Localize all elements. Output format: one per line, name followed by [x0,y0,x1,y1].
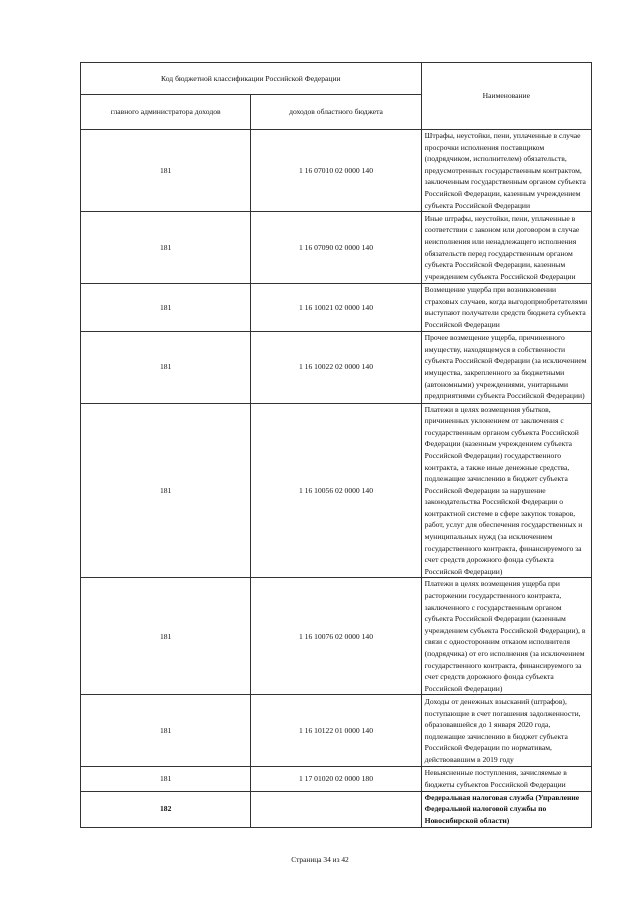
income-code-cell: 1 17 01020 02 0000 180 [251,767,421,791]
name-cell: Возмещение ущерба при возникновении страховых случаев, когда выгодоприобретателями выступают получатели средств бюджета субъекта Российской Федерации [421,284,591,331]
income-code-cell: 1 16 10022 02 0000 140 [251,331,421,403]
name-cell: Штрафы, неустойки, пени, уплаченные в случае просрочки исполнения поставщиком (подрядчиком, исполнителем) обязательств, предусмотренных государственным контрактом, заключенным государственным органом субъекта Российской Федерации, казенным учреждением субъекта Российской Федерации [421,130,591,212]
table-row [81,791,592,827]
admin-code-cell: 181 [81,695,251,767]
admin-code-cell: 182 [81,791,251,827]
admin-code-cell: 181 [81,331,251,403]
table-row [81,331,592,403]
table-body [81,130,592,828]
admin-code-cell: 181 [81,284,251,331]
income-code-cell: 1 16 10056 02 0000 140 [251,403,421,578]
header-income: доходов областного бюджета [251,95,421,130]
name-cell: Прочее возмещение ущерба, причиненного имуществу, находящемуся в собственности субъекта Российской Федерации (за исключением имущества, закрепленного за бюджетными (автономными) учреждениями, унитарными предприятиями субъекта Российской Федерации) [421,331,591,403]
name-cell: Невыясненные поступления, зачисляемые в бюджеты субъектов Российской Федерации [421,767,591,791]
table-row [81,212,592,284]
income-code-cell [251,791,421,827]
table-row [81,403,592,578]
name-cell: Доходы от денежных взысканий (штрафов), поступающие в счет погашения задолженности, образовавшейся до 1 января 2020 года, подлежащие зачислению в бюджет субъекта Российской Федерации по нормативам, действовавшим в 2019 году [421,695,591,767]
table-row [81,284,592,331]
income-code-cell: 1 16 07090 02 0000 140 [251,212,421,284]
admin-code-cell: 181 [81,403,251,578]
income-code-cell: 1 16 07010 02 0000 140 [251,130,421,212]
budget-classification-table [80,62,592,828]
admin-code-cell: 181 [81,767,251,791]
admin-code-cell: 181 [81,212,251,284]
admin-code-cell: 181 [81,578,251,695]
name-cell: Платежи в целях возмещения убытков, причиненных уклонением от заключения с государственным органом субъекта Российской Федерации (казенным учреждением субъекта Российской Федерации) государственного контракта, а также иные денежные средства, подлежащие зачислению в бюджет субъекта Российской Федерации за нарушение законодательства Российской Федерации о контрактной системе в сфере закупок товаров, работ, услуг для обеспечения государственных и муниципальных нужд (за исключением государственного контракта, финансируемого за счет средств дорожного фонда субъекта Российской Федерации) [421,403,591,578]
table-row [81,695,592,767]
income-code-cell: 1 16 10021 02 0000 140 [251,284,421,331]
income-code-cell: 1 16 10076 02 0000 140 [251,578,421,695]
header-group-title: Код бюджетной классификации Российской Федерации [81,63,422,95]
header-name: Наименование [421,63,591,130]
table-row [81,767,592,791]
name-cell: Иные штрафы, неустойки, пени, уплаченные в соответствии с законом или договором в случае неисполнения или ненадлежащего исполнения обязательств перед государственным органом субъекта Российской Федерации, казенным учреждением субъекта Российской Федерации [421,212,591,284]
name-cell: Платежи в целях возмещения ущерба при расторжении государственного контракта, заключенного с государственным органом субъекта Российской Федерации (казенным учреждением субъекта Российской Федерации), в связи с односторонним отказом исполнителя (подрядчика) от его исполнения (за исключением государственного контракта, финансируемого за счет средств дорожного фонда субъекта Российской Федерации) [421,578,591,695]
admin-code-cell: 181 [81,130,251,212]
header-admin: главного администратора доходов [81,95,251,130]
page-number: Страница 34 из 42 [291,855,349,864]
income-code-cell: 1 16 10122 01 0000 140 [251,695,421,767]
table-row [81,578,592,695]
table-row [81,130,592,212]
name-cell: Федеральная налоговая служба (Управление Федеральной налоговой службы по Новосибирской области) [421,791,591,827]
